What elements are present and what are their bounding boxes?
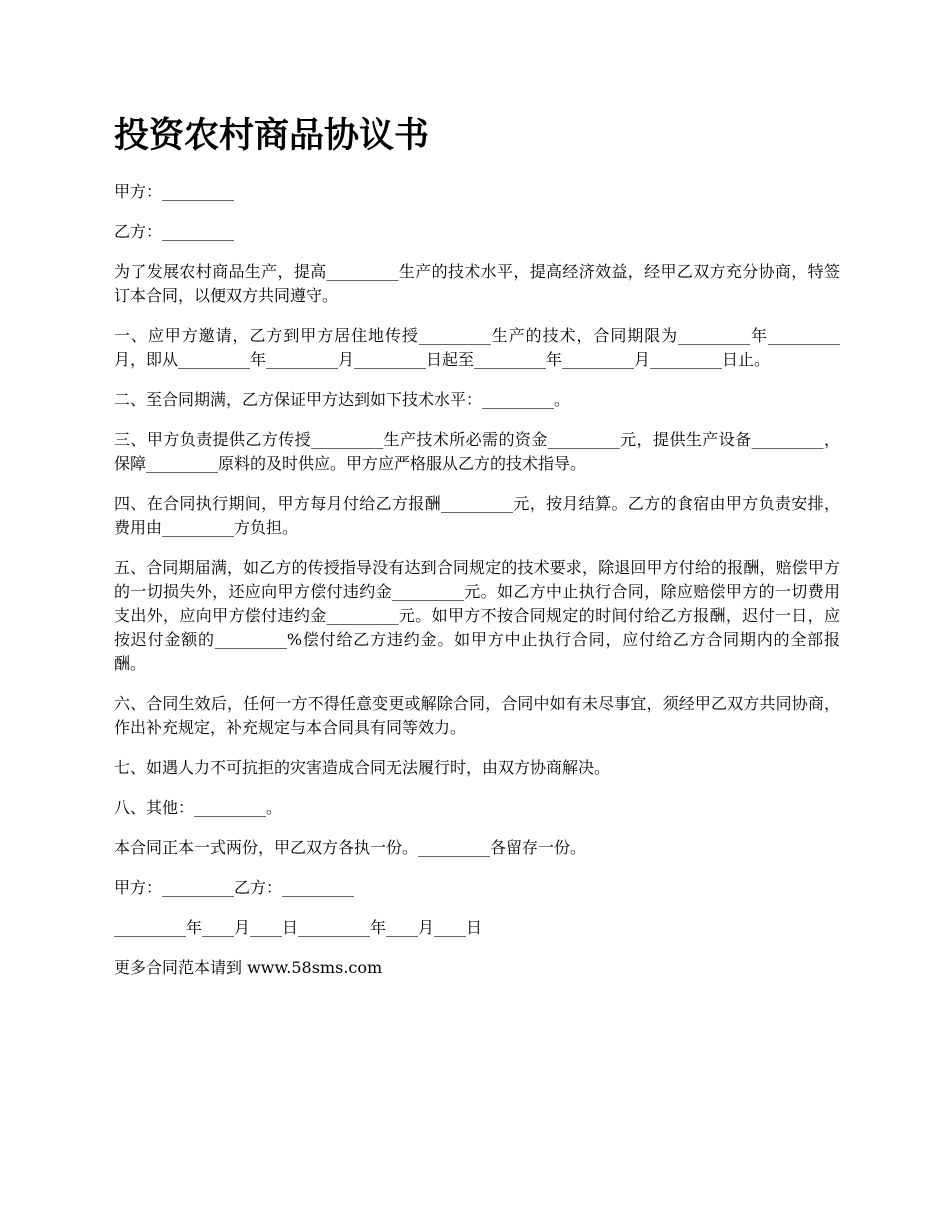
copies-paragraph: 本合同正本一式两份，甲乙双方各执一份。_________各留存一份。: [114, 838, 587, 857]
clause-6: 六、合同生效后，任何一方不得任意变更或解除合同，合同中如有未尽事宜，须经甲乙双方共同协商，作出补充规定，补充规定与本合同具有同等效力。: [114, 694, 840, 737]
clause-5: 五、合同期届满，如乙方的传授指导没有达到合同规定的技术要求，除退回甲方付给的报酬，赔偿甲方的一切损失外，还应向甲方偿付违约金_________元。如乙方中止执行合同，除应赔偿甲方的一切费用支出外，应向甲方偿付违约金_________元。如甲方不按合同规定的时间付给乙方报酬，迟付一日，应按迟付金额的_________%偿付给乙方违约金。如甲方中止执行合同，应付给乙方合同期内的全部报酬。: [114, 558, 840, 673]
preamble-paragraph: 为了发展农村商品生产，提高_________生产的技术水平，提高经济效益，经甲乙双方充分协商，特签订本合同，以便双方共同遵守。: [114, 262, 840, 305]
party-b-line: 乙方：_________: [114, 222, 235, 241]
signature-line: 甲方：_________乙方：_________: [114, 878, 355, 897]
document-title: 投资农村商品协议书: [114, 115, 430, 156]
clause-7: 七、如遇人力不可抗拒的灾害造成合同无法履行时，由双方协商解决。: [114, 758, 611, 777]
clause-4: 四、在合同执行期间，甲方每月付给乙方报酬_________元，按月结算。乙方的食宿由甲方负责安排，费用由_________方负担。: [114, 494, 840, 537]
clause-1: 一、应甲方邀请，乙方到甲方居住地传授_________生产的技术，合同期限为_________年_________月，即从_________年_________月_________日起至_________年_________月_________日止。: [114, 326, 840, 369]
footer-link-text: 更多合同范本请到 www.58sms.com: [114, 958, 383, 977]
clause-2: 二、至合同期满，乙方保证甲方达到如下技术水平：_________。: [114, 390, 571, 409]
date-line: _________年____月____日_________年____月____日: [114, 918, 483, 937]
party-a-line: 甲方：_________: [114, 182, 235, 201]
contract-document: [114, 108, 840, 996]
clause-8: 八、其他：_________。: [114, 798, 283, 817]
clause-3: 三、甲方负责提供乙方传授_________生产技术所必需的资金_________元，提供生产设备_________，保障_________原料的及时供应。甲方应严格服从乙方的技术指导。: [114, 430, 840, 473]
